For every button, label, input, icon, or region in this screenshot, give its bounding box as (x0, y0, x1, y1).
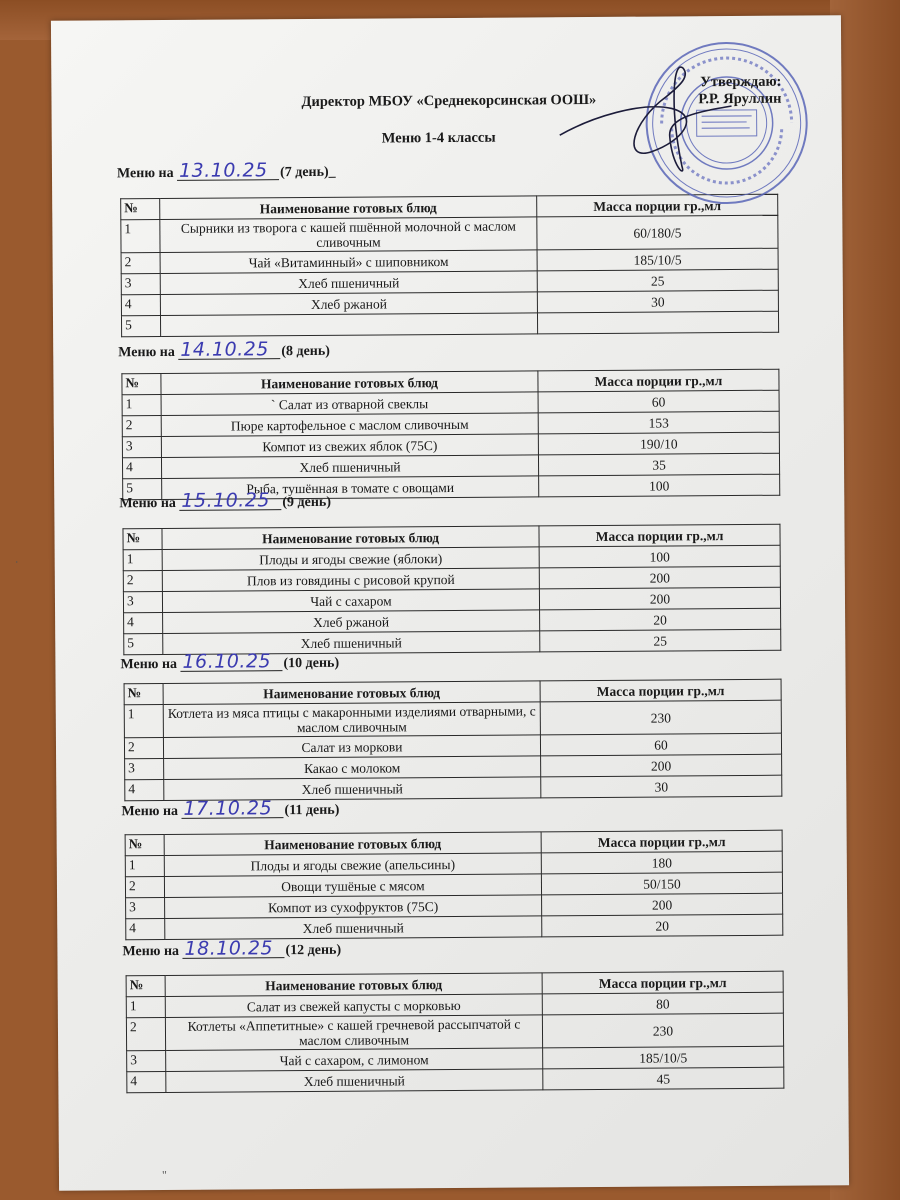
dish-name: Чай «Витаминный» с шиповником (160, 250, 537, 274)
dish-name: Чай с сахаром (162, 589, 539, 613)
menu-table (124, 679, 783, 802)
menu-date-handwritten: 13.10.25 (177, 161, 279, 181)
row-number: 5 (123, 479, 162, 500)
menu-heading (121, 799, 339, 821)
row-number: 2 (123, 571, 162, 592)
column-header-name: Наименование готовых блюд (162, 526, 539, 550)
dish-name: Котлета из мяса птицы с макаронными изделиями отварными, с маслом сливочным (163, 702, 540, 738)
portion-mass: 100 (539, 545, 780, 568)
row-number: 1 (123, 550, 162, 571)
menu-table (125, 830, 784, 941)
column-header-mass: Масса порции гр.,мл (542, 971, 783, 994)
row-number: 3 (121, 274, 160, 295)
portion-mass: 50/150 (541, 872, 782, 895)
dish-name: Хлеб пшеничный (160, 271, 537, 295)
column-header-name: Наименование готовых блюд (164, 832, 541, 856)
pen-mark-icon: · (14, 555, 19, 570)
row-number: 4 (122, 458, 161, 479)
approve-label: Утверждаю: (700, 73, 782, 91)
menu-heading (118, 340, 330, 361)
menu-date-handwritten: 15.10.25 (179, 491, 281, 511)
row-number: 1 (125, 856, 164, 877)
table-row (127, 1067, 784, 1093)
portion-mass: 200 (539, 587, 780, 610)
menu-date-handwritten: 17.10.25 (181, 799, 283, 819)
column-header-num: № (121, 199, 160, 220)
menu-prefix: Меню на (121, 803, 179, 820)
column-header-mass: Масса порции гр.,мл (539, 524, 780, 547)
row-number: 4 (124, 613, 163, 634)
dish-name: Сырники из творога с кашей пшённой молочной с маслом сливочным (160, 217, 537, 253)
portion-mass: 60 (540, 733, 781, 756)
portion-mass: 20 (540, 608, 781, 631)
row-number: 4 (126, 918, 165, 939)
column-header-mass: Масса порции гр.,мл (541, 830, 782, 853)
row-number: 3 (126, 898, 165, 919)
menu-prefix: Меню на (116, 165, 174, 182)
menu-date-handwritten: 16.10.25 (180, 652, 282, 672)
portion-mass: 30 (541, 775, 782, 798)
page-title: Меню 1-4 классы (381, 129, 496, 147)
row-number: 3 (122, 437, 161, 458)
dish-name: Хлеб пшеничный (164, 777, 541, 801)
table-row (121, 215, 778, 253)
portion-mass: 60/180/5 (537, 215, 778, 250)
portion-mass: 185/10/5 (537, 248, 778, 271)
table-row (121, 311, 778, 337)
dish-name: Салат из моркови (163, 735, 540, 759)
portion-mass: 200 (541, 754, 782, 777)
row-number: 2 (122, 416, 161, 437)
row-number: 4 (125, 780, 164, 801)
pen-mark-icon: " (161, 1167, 167, 1183)
portion-mass (537, 311, 778, 334)
portion-mass: 200 (542, 893, 783, 916)
portion-mass: 60 (538, 390, 779, 413)
row-number: 4 (127, 1071, 166, 1092)
portion-mass: 25 (540, 629, 781, 652)
row-number: 2 (126, 1017, 165, 1050)
row-number: 3 (123, 592, 162, 613)
menu-prefix: Меню на (120, 656, 178, 673)
menu-heading (117, 161, 336, 183)
column-header-name: Наименование готовых блюд (160, 196, 537, 220)
row-number: 2 (125, 877, 164, 898)
column-header-num: № (122, 374, 161, 395)
director-line: Директор МБОУ «Среднекорсинская ООШ» (301, 91, 597, 111)
row-number: 4 (121, 295, 160, 316)
row-number: 1 (121, 220, 160, 253)
column-header-name: Наименование готовых блюд (161, 371, 538, 395)
menu-date-handwritten: 18.10.25 (182, 939, 284, 959)
dish-name: Хлеб пшеничный (163, 631, 540, 655)
row-number: 3 (125, 759, 164, 780)
row-number: 3 (127, 1050, 166, 1071)
dish-name: Какао с молоком (164, 756, 541, 780)
director-signature-icon (551, 46, 742, 197)
dish-name: Хлеб ржаной (163, 610, 540, 634)
portion-mass: 185/10/5 (543, 1046, 784, 1069)
menu-day: (12 день) (285, 942, 342, 959)
portion-mass: 180 (541, 851, 782, 874)
column-header-mass: Масса порции гр.,мл (538, 369, 779, 392)
column-header-name: Наименование готовых блюд (163, 681, 540, 705)
menu-day: (9 день) (282, 494, 332, 511)
portion-mass: 153 (538, 411, 779, 434)
column-header-mass: Масса порции гр.,мл (540, 679, 781, 702)
dish-name: Чай с сахаром, с лимоном (166, 1048, 543, 1072)
portion-mass: 45 (543, 1067, 784, 1090)
dish-name: Компот из сухофруктов (75С) (165, 895, 542, 919)
portion-mass: 30 (537, 290, 778, 313)
portion-mass: 190/10 (538, 432, 779, 455)
dish-name: Салат из свежей капусты с морковью (165, 994, 542, 1018)
dish-name: Овощи тушёные с мясом (164, 874, 541, 898)
dish-name: Компот из свежих яблок (75С) (161, 434, 538, 458)
dish-name: Рыба, тушённая в томате с овощами (162, 476, 539, 500)
row-number: 2 (121, 253, 160, 274)
dish-name: Хлеб пшеничный (166, 1069, 543, 1093)
dish-name: Хлеб ржаной (160, 292, 537, 316)
dish-name (160, 313, 537, 337)
row-number: 2 (124, 738, 163, 759)
row-number: 1 (122, 395, 161, 416)
column-header-num: № (123, 529, 162, 550)
dish-name: Хлеб пшеничный (161, 455, 538, 479)
row-number: 1 (126, 996, 165, 1017)
menu-day: (7 день)_ (280, 164, 336, 181)
menu-table (121, 369, 780, 501)
portion-mass: 100 (539, 474, 780, 497)
menu-day: (8 день) (281, 343, 330, 360)
row-number: 5 (124, 634, 163, 655)
menu-prefix: Меню на (119, 495, 176, 512)
menu-prefix: Меню на (122, 943, 180, 960)
table-row (126, 1013, 783, 1051)
portion-mass: 230 (540, 700, 781, 735)
portion-mass: 200 (539, 566, 780, 589)
dish-name: Плоды и ягоды свежие (яблоки) (162, 547, 539, 571)
dish-name: Котлеты «Аппетитные» с кашей гречневой рассыпчатой с маслом сливочным (165, 1015, 542, 1051)
menu-heading (122, 939, 341, 961)
dish-name: ` Салат из отварной свеклы (161, 392, 538, 416)
portion-mass: 20 (542, 914, 783, 937)
dish-name: Хлеб пшеничный (165, 916, 542, 940)
column-header-name: Наименование готовых блюд (165, 973, 542, 997)
row-number: 5 (121, 316, 160, 337)
menu-table (126, 971, 785, 1094)
document-page (14, 15, 849, 1190)
column-header-num: № (126, 975, 165, 996)
portion-mass: 80 (542, 992, 783, 1015)
table-row (126, 914, 783, 940)
menu-day: (11 день) (284, 802, 340, 819)
row-number: 1 (124, 705, 163, 738)
menu-day: (10 день) (283, 655, 340, 672)
portion-mass: 230 (542, 1013, 783, 1048)
menu-heading (120, 652, 339, 674)
dish-name: Плов из говядины с рисовой крупой (162, 568, 539, 592)
table-row (124, 700, 781, 738)
menu-heading (119, 491, 331, 512)
portion-mass: 35 (538, 453, 779, 476)
portion-mass: 25 (537, 269, 778, 292)
column-header-mass: Масса порции гр.,мл (537, 194, 778, 217)
menu-prefix: Меню на (118, 344, 175, 361)
dish-name: Плоды и ягоды свежие (апельсины) (164, 853, 541, 877)
menu-table (120, 194, 779, 338)
column-header-num: № (124, 684, 163, 705)
column-header-num: № (125, 835, 164, 856)
menu-date-handwritten: 14.10.25 (178, 340, 280, 360)
approver-name: Р.Р. Яруллин (698, 90, 782, 108)
menu-table (122, 524, 781, 656)
dish-name: Пюре картофельное с маслом сливочным (161, 413, 538, 437)
